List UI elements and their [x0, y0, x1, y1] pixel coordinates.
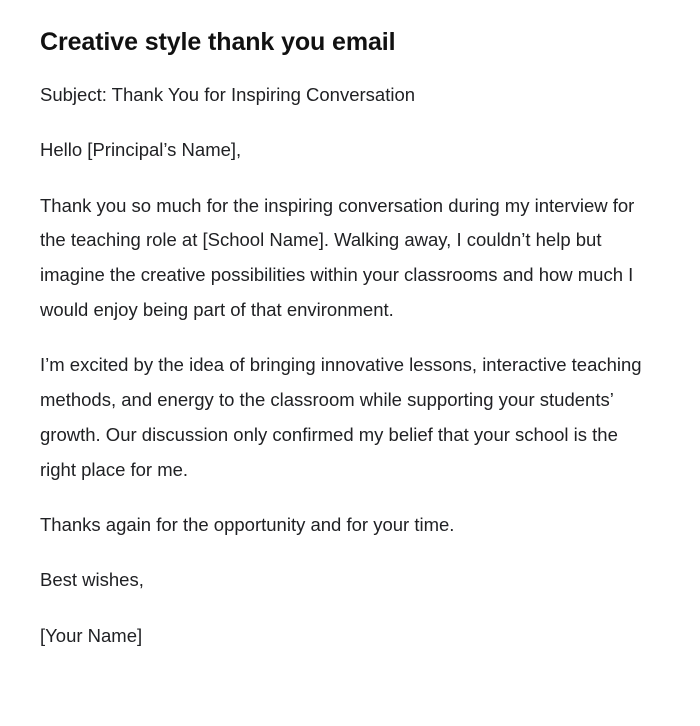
page-title: Creative style thank you email: [40, 28, 396, 56]
email-subject-line: Subject: Thank You for Inspiring Conversation: [40, 84, 416, 105]
email-paragraph-2: I’m excited by the idea of bringing innovative lessons, interactive teaching methods, and energy to the classroom while supporting your students’ growth. Our discussion only confirmed my belief that your school is the right place for me.: [40, 354, 647, 480]
email-greeting: Hello [Principal’s Name],: [40, 139, 242, 161]
email-paragraph-1: Thank you so much for the inspiring conversation during my interview for the teaching role at [School Name]. Walking away, I couldn’t help but imagine the creative possibilities within your classrooms and how much I would enjoy being part of that environment.: [40, 194, 640, 320]
email-signature: [Your Name]: [40, 624, 143, 646]
email-closing: Best wishes,: [40, 569, 144, 591]
email-paragraph-3: Thanks again for the opportunity and for your time.: [40, 513, 455, 535]
